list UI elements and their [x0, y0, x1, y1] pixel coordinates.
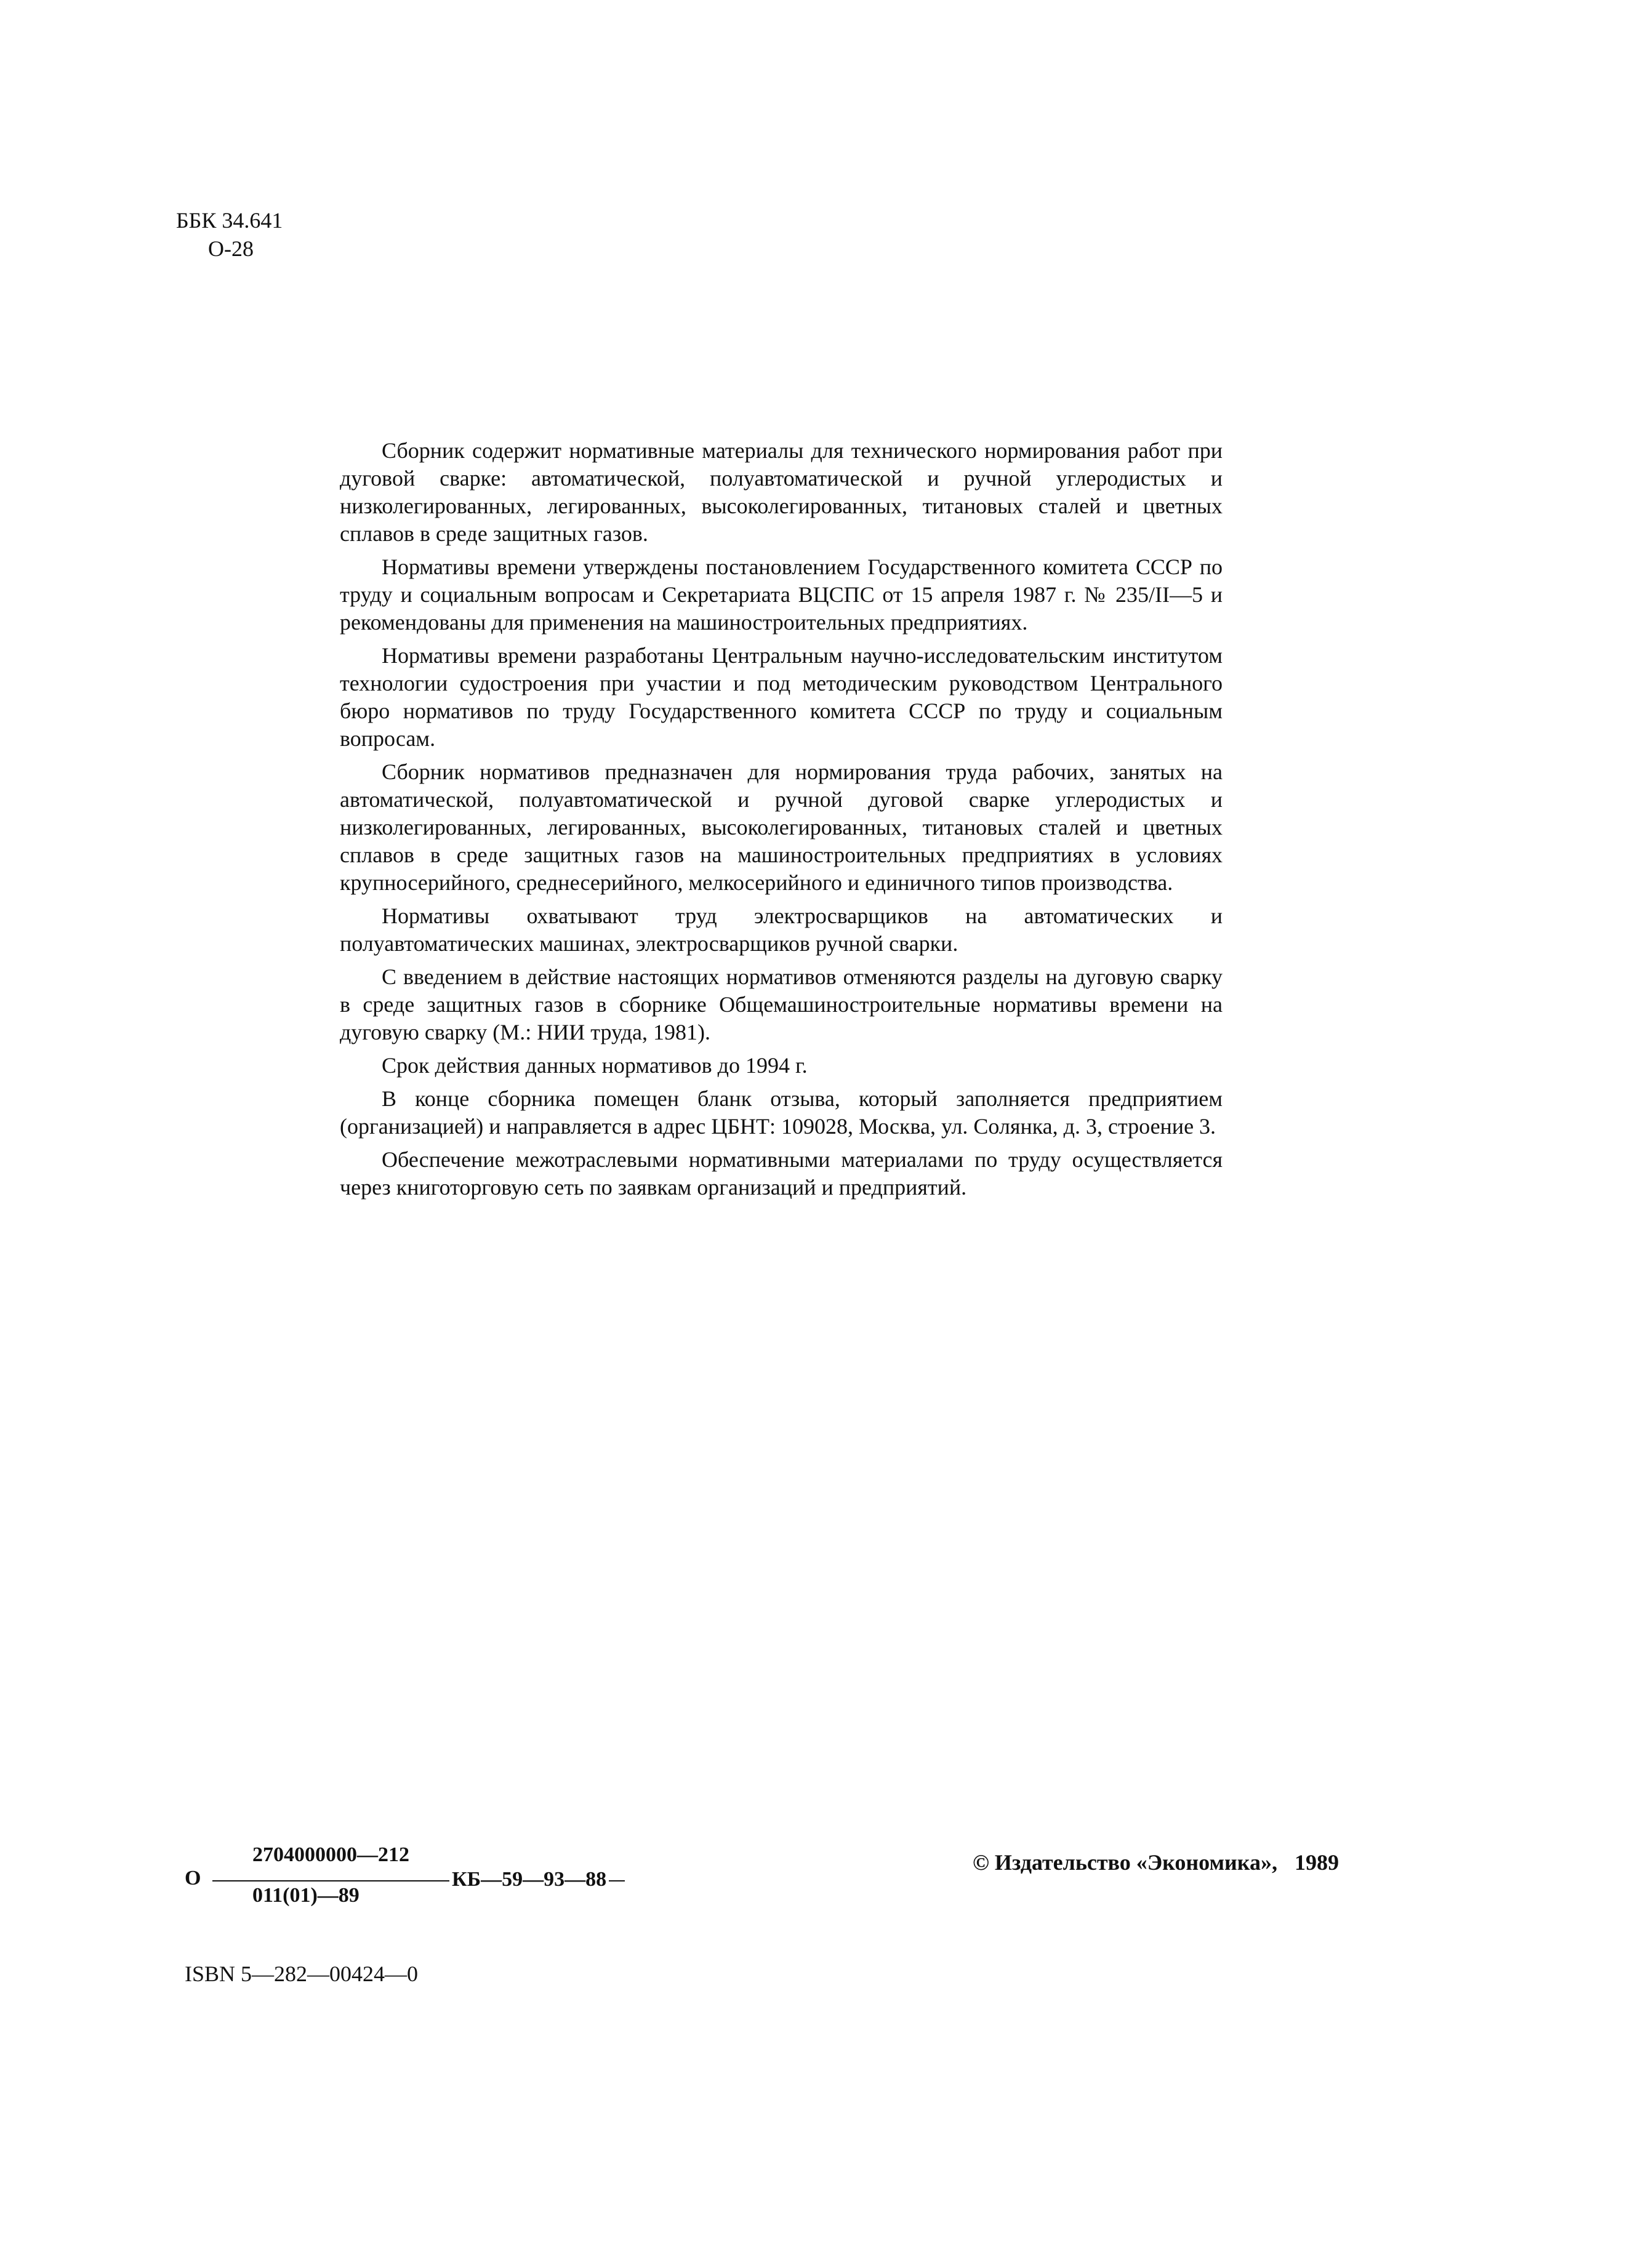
paragraph: Срок действия данных нормативов до 1994 г.	[382, 1053, 808, 1078]
bbk-code: ББК 34.641	[176, 208, 283, 233]
imprint-letter: О	[185, 1867, 201, 1889]
copyright-text: © Издательство «Экономика»,	[973, 1850, 1277, 1875]
publication-imprint	[185, 1843, 616, 1917]
paragraph: С введением в действие настоящих нормативов отменяются разделы на дуговую сварку в среде защитных газов в сборнике Общемашиностроительные нормативы времени на дуговую сварку (М.: НИИ труда, 1981).	[340, 964, 1223, 1044]
isbn: ISBN 5—282—00424—0	[185, 1961, 419, 1986]
paragraph: Нормативы охватывают труд электросварщиков на автоматических и полуавтоматических машинах, электросварщиков ручной сварки.	[340, 904, 1223, 956]
bbk-classification	[176, 206, 283, 263]
imprint-denominator: 011(01)—89	[252, 1884, 360, 1907]
copyright-year: 1989	[1294, 1850, 1339, 1875]
paragraph: В конце сборника помещен бланк отзыва, который заполняется предприятием (организацией) и направляется в адрес ЦБНТ: 109028, Москва, ул. Солянка, д. 3, строение 3.	[340, 1086, 1223, 1139]
copyright-notice	[973, 1849, 1339, 1875]
annotation-text	[340, 437, 1223, 1207]
paragraph: Сборник нормативов предназначен для нормирования труда рабочих, занятых на автоматической, полуавтоматической и ручной дуговой сварке углеродистых и низколегированных, легированных, высоколегированных, титановых сталей и цветных сплавов в среде защитных газов на машиностроительных предприятиях в условиях крупносерийного, среднесерийного, мелкосерийного и единичного типов производства.	[340, 759, 1223, 895]
paragraph: Нормативы времени утверждены постановлением Государственного комитета СССР по труду и социальным вопросам и Секретариата ВЦСПС от 15 апреля 1987 г. № 235/II—5 и рекомендованы для применения на машиностроительных предприятиях.	[340, 555, 1223, 635]
paragraph: Обеспечение межотраслевыми нормативными материалами по труду осуществляется через книготорговую сеть по заявкам организаций и предприятий.	[340, 1147, 1223, 1200]
paragraph: Сборник содержит нормативные материалы для технического нормирования работ при дуговой сварке: автоматической, полуавтоматической и ручной углеродистых и низколегированных, легированных, высоколегированных, титановых сталей и цветных сплавов в среде защитных газов.	[340, 438, 1223, 546]
author-mark: О-28	[208, 236, 254, 261]
imprint-code: КБ—59—93—88	[449, 1868, 609, 1891]
paragraph: Нормативы времени разработаны Центральным научно-исследовательским институтом технологии судостроения при участии и под методическим руководством Центрального бюро нормативов по труду Государственного комитета СССР по труду и социальным вопросам.	[340, 643, 1223, 751]
imprint-numerator: 2704000000—212	[252, 1843, 409, 1866]
